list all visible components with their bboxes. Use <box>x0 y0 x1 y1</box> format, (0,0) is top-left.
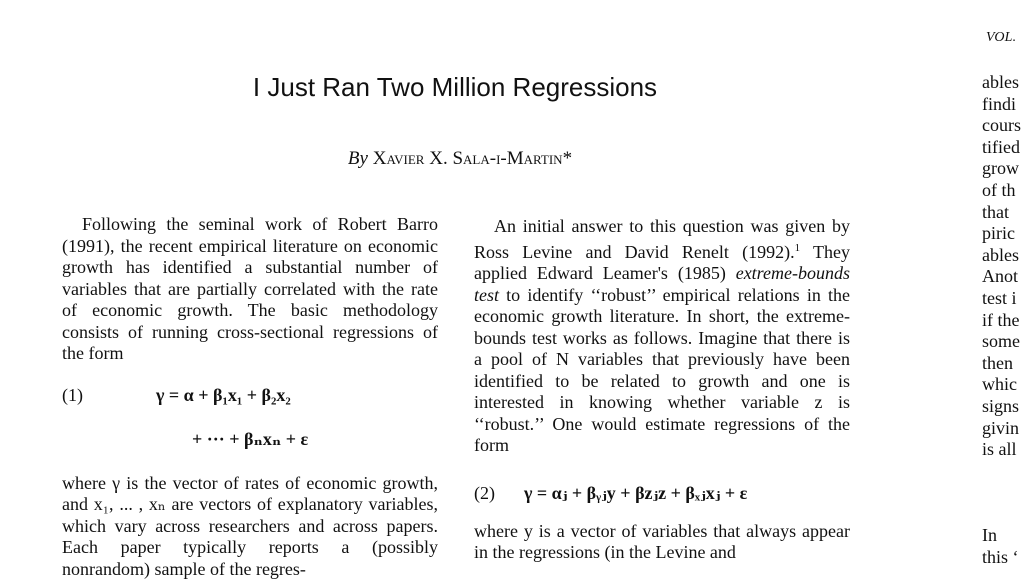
right-column-line: grow <box>982 158 1024 180</box>
right-column-line: this ‘ <box>982 547 1024 569</box>
right-column-line <box>982 461 1024 483</box>
middle-para-1-italic: extreme-bounds test <box>474 263 850 305</box>
right-column-line: givin <box>982 418 1024 440</box>
left-para-2: where γ is the vector of rates of economic growth, and x₁, ... , xₙ are vectors of explanatory variables, which vary across researchers and across papers. Each paper typically reports a (possibly nonrandom) sample of the regres- <box>62 473 438 580</box>
right-column <box>982 72 1024 569</box>
middle-para-1-b: They applied Edward Leamer's (1985) <box>474 242 850 284</box>
equation-1-line-1: γ = α + β₁x₁ + β₂x₂ <box>156 385 291 407</box>
middle-para-1 <box>474 216 850 457</box>
byline <box>0 148 920 170</box>
footnote-mark[interactable]: 1 <box>795 242 801 254</box>
right-column-line: cours <box>982 115 1024 137</box>
middle-column <box>474 216 850 564</box>
equation-2-number: (2) <box>474 483 495 505</box>
right-column-line: ables <box>982 245 1024 267</box>
equation-2 <box>474 467 850 521</box>
middle-para-1-c: to identify ‘‘robust’’ empirical relations in the economic growth literature. In short, the extreme-bounds test works as follows. Imagine that there is a pool of N variables that previously have been identified to be related to growth and one is interested in knowing whether variable z is ‘‘robust.’’ One would estimate regressions of the form <box>474 285 850 456</box>
right-column-line: then <box>982 353 1024 375</box>
equation-1-number: (1) <box>62 385 83 407</box>
right-column-line: is all <box>982 439 1024 461</box>
right-column-line: tified <box>982 137 1024 159</box>
right-column-line: test i <box>982 288 1024 310</box>
right-column-line <box>982 482 1024 504</box>
right-column-line: of th <box>982 180 1024 202</box>
right-column-line <box>982 504 1024 526</box>
left-column <box>62 214 438 580</box>
equation-1 <box>62 377 438 473</box>
right-column-line: piric <box>982 223 1024 245</box>
right-column-line: some <box>982 331 1024 353</box>
byline-by: By <box>348 148 368 169</box>
middle-para-1-a: An initial answer to this question was given by Ross Levine and David Renelt (1992). <box>474 216 850 262</box>
right-column-line: ables <box>982 72 1024 94</box>
right-column-line: if the <box>982 310 1024 332</box>
byline-asterisk: * <box>563 148 573 169</box>
right-column-line: findi <box>982 94 1024 116</box>
right-column-line: that <box>982 202 1024 224</box>
left-para-1: Following the seminal work of Robert Barro (1991), the recent empirical literature on economic growth has identified a substantial number of variables that are partially correlated with the rate of economic growth. The basic methodology consists of running cross-sectional regressions of the form <box>62 214 438 365</box>
right-column-line: In <box>982 525 1024 547</box>
running-head: VOL. <box>986 30 1016 46</box>
equation-1-line-2: + ··· + βₙxₙ + ε <box>192 429 308 451</box>
right-column-line: whic <box>982 374 1024 396</box>
right-column-line: Anot <box>982 266 1024 288</box>
right-column-line: signs <box>982 396 1024 418</box>
byline-author: Xavier X. Sala-i-Martin <box>373 148 563 169</box>
page-title: I Just Ran Two Million Regressions <box>0 72 910 103</box>
middle-para-2: where y is a vector of variables that always appear in the regressions (in the Levine and <box>474 521 850 564</box>
equation-2-body: γ = αⱼ + βᵧⱼy + βzⱼz + βₓⱼxⱼ + ε <box>524 483 747 505</box>
